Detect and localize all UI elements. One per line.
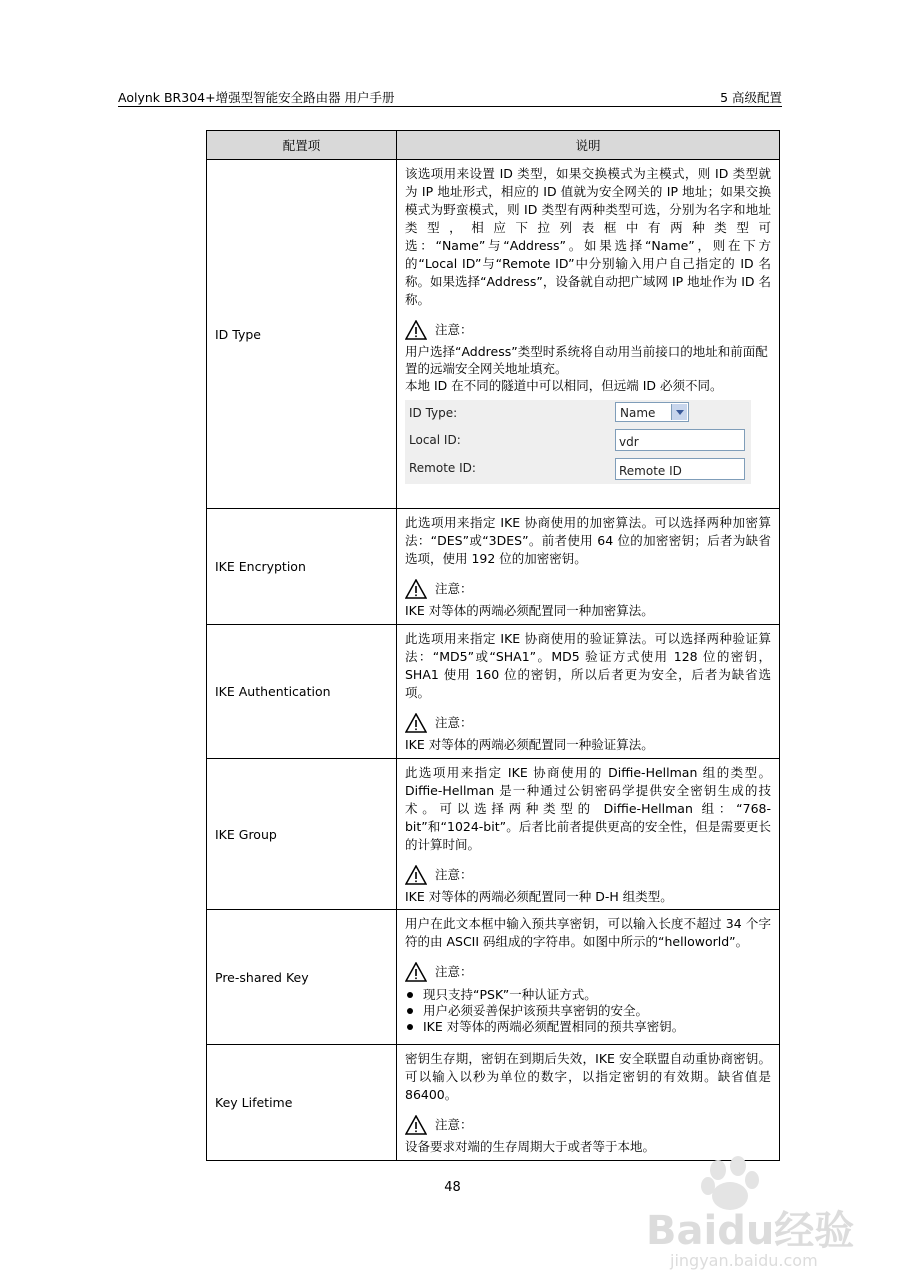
- id-type-form-screenshot: [405, 400, 751, 484]
- item-cell: IKE Group: [207, 759, 397, 910]
- bullet-icon: [407, 992, 413, 998]
- note-header: [405, 1112, 771, 1138]
- note-bullets: [405, 987, 771, 1035]
- watermark-brand: Baidu经验: [646, 1208, 855, 1254]
- item-cell: IKE Encryption: [207, 509, 397, 625]
- item-cell: ID Type: [207, 160, 397, 509]
- note-line: IKE 对等体的两端必须配置同一种加密算法。: [405, 603, 654, 618]
- note-header: [405, 576, 771, 602]
- list-item: [405, 987, 771, 1003]
- page-header: [118, 86, 782, 107]
- baidu-jingyan-watermark: [640, 1150, 880, 1270]
- page-number: 48: [444, 1180, 461, 1195]
- warning-icon: [405, 962, 427, 982]
- note-label: 注意：: [435, 964, 473, 979]
- note-label: 注意：: [435, 715, 473, 730]
- remote-id-value: Remote ID: [619, 464, 682, 478]
- note-header: [405, 710, 771, 736]
- bullet-text: 现只支持“PSK”一种认证方式。: [423, 987, 597, 1002]
- id-type-value: Name: [620, 406, 656, 420]
- desc-text: 该选项用来设置 ID 类型，如果交换模式为主模式，则 ID 类型就为 IP 地址形式，相应的 ID 值就为安全网关的 IP 地址；如果交换模式为野蛮模式，则 ID 类型有两种类型可选，分别为名字和地址类型，相应下拉列表框中有两种类型可选：“Name”与“Address”。如果选择“Name”，则在下方的“Local ID”与“Remote ID”中分别输入用户自己指定的 ID 名称。如果选择“Address”，设备就自动把广域网 IP 地址作为 ID 名称。: [405, 166, 771, 307]
- bullet-icon: [407, 1024, 413, 1030]
- bullet-text: IKE 对等体的两端必须配置相同的预共享密钥。: [423, 1019, 685, 1034]
- desc-cell: [397, 910, 780, 1045]
- chevron-down-icon[interactable]: [671, 404, 687, 420]
- note-line: IKE 对等体的两端必须配置同一种验证算法。: [405, 737, 654, 752]
- item-cell: IKE Authentication: [207, 625, 397, 759]
- warning-icon: [405, 713, 427, 733]
- watermark-url: jingyan.baidu.com: [670, 1251, 818, 1270]
- table-header-row: [207, 131, 780, 160]
- desc-cell: [397, 625, 780, 759]
- note-header: [405, 959, 771, 985]
- table-row: [207, 509, 780, 625]
- local-id-label: Local ID:: [409, 433, 461, 447]
- desc-text: 密钥生存期，密钥在到期后失效，IKE 安全联盟自动重协商密钥。可以输入以秒为单位的数字，以指定密钥的有效期。缺省值是 86400。: [405, 1051, 771, 1102]
- remote-id-label: Remote ID:: [409, 461, 476, 475]
- note-label: 注意：: [435, 867, 473, 882]
- desc-cell: [397, 509, 780, 625]
- list-item: [405, 1003, 771, 1019]
- local-id-input[interactable]: [615, 429, 745, 451]
- table-row: [207, 910, 780, 1045]
- note-label: 注意：: [435, 581, 473, 596]
- bullet-icon: [407, 1008, 413, 1014]
- desc-cell: [397, 1045, 780, 1161]
- desc-text: 用户在此文本框中输入预共享密钥，可以输入长度不超过 34 个字符的由 ASCII 码组成的字符串。如图中所示的“helloworld”。: [405, 916, 771, 949]
- item-cell: Key Lifetime: [207, 1045, 397, 1161]
- list-item: [405, 1019, 771, 1035]
- warning-icon: [405, 320, 427, 340]
- note-line: 设备要求对端的生存周期大于或者等于本地。: [405, 1139, 656, 1154]
- warning-icon: [405, 865, 427, 885]
- header-section: 5 高级配置: [720, 90, 782, 105]
- desc-cell: [397, 160, 780, 509]
- header-title: Aolynk BR304+增强型智能安全路由器 用户手册: [118, 90, 395, 105]
- note-label: 注意：: [435, 322, 473, 337]
- desc-cell: [397, 759, 780, 910]
- table-row: [207, 1045, 780, 1161]
- table-row: [207, 160, 780, 509]
- warning-icon: [405, 1115, 427, 1135]
- item-cell: Pre-shared Key: [207, 910, 397, 1045]
- note-line: 用户选择“Address”类型时系统将自动用当前接口的地址和前面配置的远端安全网关地址填充。: [405, 344, 768, 376]
- config-table: [206, 130, 780, 1161]
- note-label: 注意：: [435, 1117, 473, 1132]
- note-header: [405, 862, 771, 888]
- note-line: IKE 对等体的两端必须配置同一种 D-H 组类型。: [405, 889, 673, 904]
- col-header-item: 配置项: [207, 131, 397, 160]
- remote-id-input[interactable]: [615, 458, 745, 480]
- note-header: [405, 317, 771, 343]
- desc-text: 此选项用来指定 IKE 协商使用的加密算法。可以选择两种加密算法：“DES”或“3DES”。前者使用 64 位的加密密钥；后者为缺省选项，使用 192 位的加密密钥。: [405, 515, 771, 566]
- id-type-select[interactable]: [615, 402, 689, 422]
- local-id-value: vdr: [619, 435, 639, 449]
- table-row: [207, 625, 780, 759]
- warning-icon: [405, 579, 427, 599]
- desc-text: 此选项用来指定 IKE 协商使用的 Diffie-Hellman 组的类型。Diffie-Hellman 是一种通过公钥密码学提供安全密钥生成的技术。可以选择两种类型的 Diffie-Hellman 组：“768-bit”和“1024-bit”。后者比前者提供更高的安全性，但是需要更长的计算时间。: [405, 765, 771, 852]
- bullet-text: 用户必须妥善保护该预共享密钥的安全。: [423, 1003, 649, 1018]
- col-header-desc: 说明: [397, 131, 780, 160]
- table-row: [207, 759, 780, 910]
- note-line: 本地 ID 在不同的隧道中可以相同，但远端 ID 必须不同。: [405, 378, 723, 393]
- desc-text: 此选项用来指定 IKE 协商使用的验证算法。可以选择两种验证算法：“MD5”或“SHA1”。MD5 验证方式使用 128 位的密钥，SHA1 使用 160 位的密钥，所以后者更为安全，后者为缺省选项。: [405, 631, 771, 700]
- id-type-label: ID Type:: [409, 406, 458, 420]
